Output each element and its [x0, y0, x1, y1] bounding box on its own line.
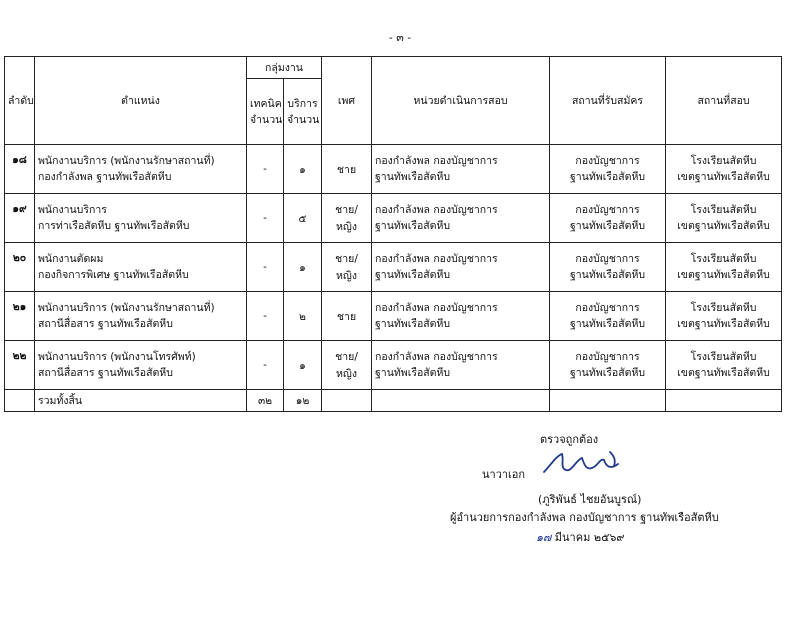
service-count: ๑	[284, 243, 322, 292]
gender: ชาย/หญิง	[322, 243, 372, 292]
exam-unit-line2: ฐานทัพเรือสัตหีบ	[375, 367, 451, 379]
exam-unit-line1: กองกำลังพล กองบัญชาการ	[375, 204, 498, 216]
total-row	[5, 390, 782, 412]
technician-count: -	[247, 194, 284, 243]
positions-table	[4, 56, 782, 412]
apply-place-line1: กองบัญชาการ	[575, 253, 640, 265]
table-row	[5, 243, 782, 292]
position-cell	[35, 243, 247, 292]
gender: ชาย	[322, 292, 372, 341]
total-apply-empty	[550, 390, 666, 412]
row-number: ๒๑	[5, 292, 35, 341]
row-number: ๑๘	[5, 145, 35, 194]
apply-place-cell	[550, 341, 666, 390]
position-cell	[35, 145, 247, 194]
gender: ชาย/หญิง	[322, 341, 372, 390]
position-unit: สถานีสื่อสาร ฐานทัพเรือสัตหีบ	[38, 367, 173, 379]
position-cell	[35, 194, 247, 243]
table-row	[5, 292, 782, 341]
exam-place-line1: โรงเรียนสัตหีบ	[690, 351, 757, 363]
gender: ชาย	[322, 145, 372, 194]
row-number: ๑๙	[5, 194, 35, 243]
header-service	[284, 79, 322, 145]
position-unit: กองกำลังพล ฐานทัพเรือสัตหีบ	[38, 171, 172, 183]
exam-unit-line1: กองกำลังพล กองบัญชาการ	[375, 253, 498, 265]
exam-place-line1: โรงเรียนสัตหีบ	[690, 253, 757, 265]
header-exam-place: สถานที่สอบ	[666, 57, 782, 145]
date-day: ๑๗	[536, 531, 552, 544]
header-position: ตำแหน่ง	[35, 57, 247, 145]
exam-unit-line1: กองกำลังพล กองบัญชาการ	[375, 351, 498, 363]
apply-place-line1: กองบัญชาการ	[575, 302, 640, 314]
service-count: ๒	[284, 292, 322, 341]
total-technician: ๓๒	[247, 390, 284, 412]
exam-unit-line2: ฐานทัพเรือสัตหีบ	[375, 318, 451, 330]
exam-unit-cell	[372, 194, 550, 243]
technician-count: -	[247, 145, 284, 194]
exam-unit-line2: ฐานทัพเรือสัตหีบ	[375, 220, 451, 232]
exam-unit-cell	[372, 341, 550, 390]
header-technician	[247, 79, 284, 145]
total-exam-empty	[666, 390, 782, 412]
apply-place-line2: ฐานทัพเรือสัตหีบ	[569, 171, 646, 183]
exam-place-cell	[666, 145, 782, 194]
total-order-empty	[5, 390, 35, 412]
table-row	[5, 341, 782, 390]
exam-place-line1: โรงเรียนสัตหีบ	[690, 155, 757, 167]
exam-place-line2: เขตฐานทัพเรือสัตหีบ	[677, 269, 770, 281]
header-technician-label: เทคนิค	[250, 97, 282, 110]
apply-place-line1: กองบัญชาการ	[575, 204, 640, 216]
position-title: พนักงานบริการ (พนักงานโทรศัพท์)	[38, 351, 196, 363]
exam-unit-cell	[372, 145, 550, 194]
page-number: - ๓ -	[388, 31, 412, 44]
signature-image	[540, 446, 630, 482]
service-count: ๑	[284, 341, 322, 390]
header-order: ลำดับ	[5, 57, 35, 145]
apply-place-line2: ฐานทัพเรือสัตหีบ	[569, 269, 646, 281]
position-title: พนักงานตัดผม	[38, 253, 104, 265]
exam-unit-cell	[372, 243, 550, 292]
position-title: พนักงานบริการ (พนักงานรักษาสถานที่)	[38, 155, 215, 167]
position-title: พนักงานบริการ (พนักงานรักษาสถานที่)	[38, 302, 215, 314]
apply-place-line1: กองบัญชาการ	[575, 155, 640, 167]
table-row	[5, 145, 782, 194]
apply-place-cell	[550, 292, 666, 341]
total-label: รวมทั้งสิ้น	[35, 390, 247, 412]
position-unit: การท่าเรือสัตหีบ ฐานทัพเรือสัตหีบ	[38, 220, 190, 232]
certified-text: ตรวจถูกต้อง	[540, 433, 599, 446]
exam-place-cell	[666, 292, 782, 341]
exam-place-line2: เขตฐานทัพเรือสัตหีบ	[677, 171, 770, 183]
exam-unit-line2: ฐานทัพเรือสัตหีบ	[375, 269, 451, 281]
total-gender-empty	[322, 390, 372, 412]
technician-count: -	[247, 243, 284, 292]
position-title: พนักงานบริการ	[38, 204, 107, 216]
exam-unit-line2: ฐานทัพเรือสัตหีบ	[375, 171, 451, 183]
exam-unit-line1: กองกำลังพล กองบัญชาการ	[375, 155, 498, 167]
header-group: กลุ่มงาน	[247, 57, 322, 79]
exam-place-cell	[666, 341, 782, 390]
total-unit-empty	[372, 390, 550, 412]
apply-place-cell	[550, 243, 666, 292]
header-exam-unit: หน่วยดำเนินการสอบ	[372, 57, 550, 145]
signatory-title: ผู้อำนวยการกองกำลังพล กองบัญชาการ ฐานทัพเรือสัตหีบ	[450, 511, 719, 524]
exam-place-line1: โรงเรียนสัตหีบ	[690, 204, 757, 216]
date-line	[536, 528, 624, 546]
position-cell	[35, 341, 247, 390]
rank-text: นาวาเอก	[482, 468, 526, 481]
service-count: ๕	[284, 194, 322, 243]
header-apply-place: สถานที่รับสมัคร	[550, 57, 666, 145]
gender: ชาย/หญิง	[322, 194, 372, 243]
position-unit: สถานีสื่อสาร ฐานทัพเรือสัตหีบ	[38, 318, 173, 330]
header-technician-count: จำนวน	[250, 113, 283, 126]
position-unit: กองกิจการพิเศษ ฐานทัพเรือสัตหีบ	[38, 269, 189, 281]
header-service-label: บริการ	[287, 97, 318, 110]
exam-unit-line1: กองกำลังพล กองบัญชาการ	[375, 302, 498, 314]
total-service: ๑๒	[284, 390, 322, 412]
table-row	[5, 194, 782, 243]
row-number: ๒๐	[5, 243, 35, 292]
exam-place-line2: เขตฐานทัพเรือสัตหีบ	[677, 367, 770, 379]
header-service-count: จำนวน	[287, 113, 320, 126]
service-count: ๑	[284, 145, 322, 194]
technician-count: -	[247, 341, 284, 390]
position-cell	[35, 292, 247, 341]
header-gender: เพศ	[322, 57, 372, 145]
apply-place-line2: ฐานทัพเรือสัตหีบ	[569, 367, 646, 379]
apply-place-cell	[550, 145, 666, 194]
technician-count: -	[247, 292, 284, 341]
date-rest: มีนาคม ๒๕๖๙	[554, 531, 625, 544]
exam-place-cell	[666, 243, 782, 292]
apply-place-cell	[550, 194, 666, 243]
signature-stroke	[544, 452, 618, 472]
apply-place-line2: ฐานทัพเรือสัตหีบ	[569, 220, 646, 232]
apply-place-line1: กองบัญชาการ	[575, 351, 640, 363]
signatory-name: (ภูริพันธ์ ไชยอันบูรณ์)	[538, 493, 642, 506]
apply-place-line2: ฐานทัพเรือสัตหีบ	[569, 318, 646, 330]
exam-place-line2: เขตฐานทัพเรือสัตหีบ	[677, 318, 770, 330]
exam-place-cell	[666, 194, 782, 243]
exam-place-line2: เขตฐานทัพเรือสัตหีบ	[677, 220, 770, 232]
exam-place-line1: โรงเรียนสัตหีบ	[690, 302, 757, 314]
exam-unit-cell	[372, 292, 550, 341]
row-number: ๒๒	[5, 341, 35, 390]
